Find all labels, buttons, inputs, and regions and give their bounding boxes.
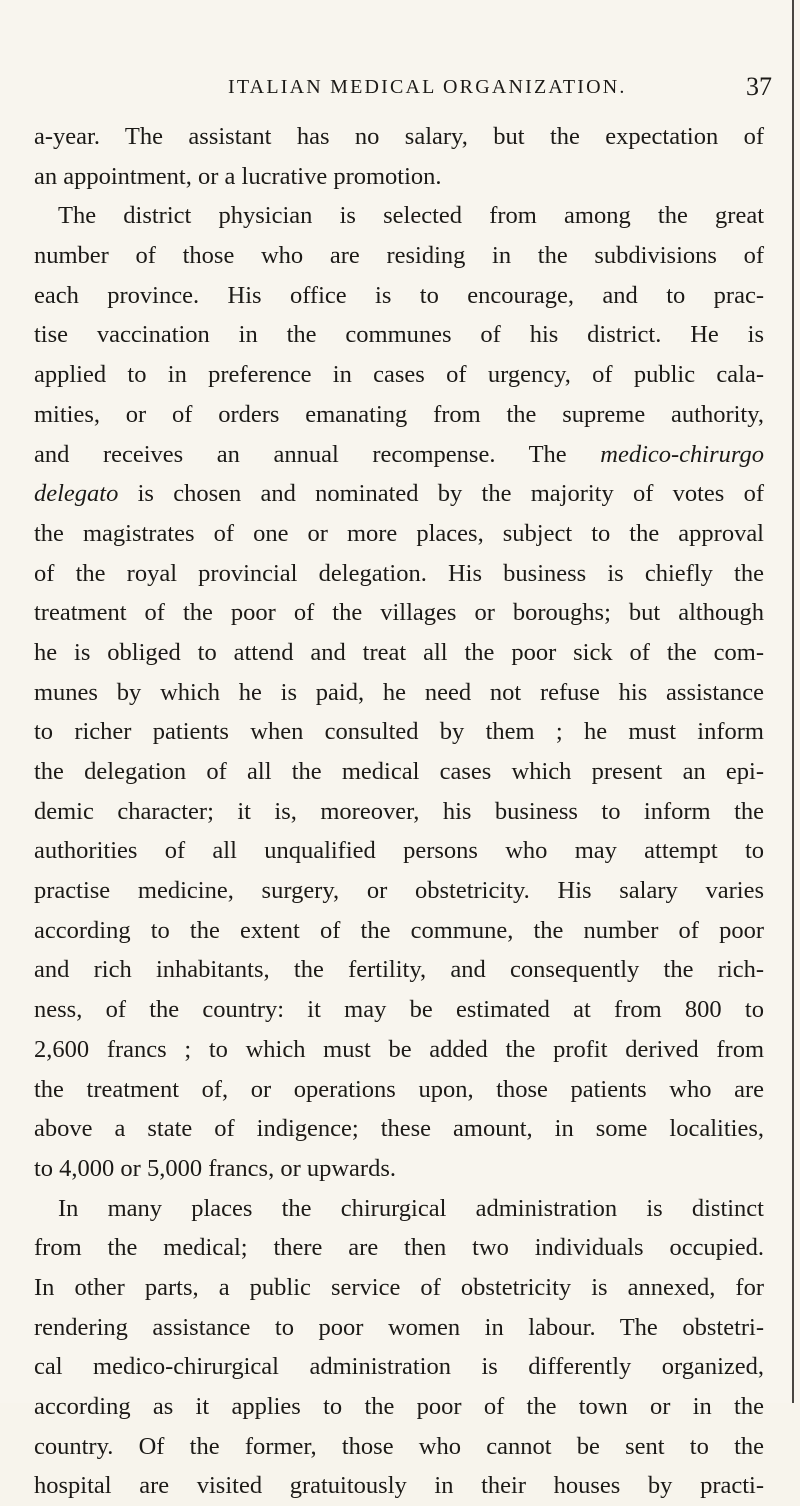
text-line: rendering assistance to poor women in labour. The obstetri- xyxy=(34,1313,764,1341)
text-line: to 4,000 or 5,000 francs, or upwards. xyxy=(34,1154,396,1182)
text-line: demic character; it is, moreover, his business to inform the xyxy=(34,797,764,825)
text-line: hospital are visited gratuitously in their houses by practi- xyxy=(34,1472,764,1500)
text-line: an appointment, or a lucrative promotion. xyxy=(34,162,442,190)
text-line: the magistrates of one or more places, subject to the approval xyxy=(34,519,764,547)
italic-term: delegato xyxy=(34,480,119,508)
text-line: a-year. The assistant has no salary, but the expectation of xyxy=(34,123,764,150)
text-line: country. Of the former, those who cannot be sent to the xyxy=(34,1432,764,1460)
running-title: ITALIAN MEDICAL ORGANIZATION. xyxy=(228,76,627,98)
text-line: In many places the chirurgical administration is distinct xyxy=(58,1194,764,1222)
text-line: ness, of the country: it may be estimated at from 800 to xyxy=(34,996,764,1024)
text-line: treatment of the poor of the villages or boroughs; but although xyxy=(34,599,764,627)
text-line: tise vaccination in the communes of his district. He is xyxy=(34,321,764,349)
text-line: number of those who are residing in the subdivisions of xyxy=(34,242,764,270)
text-line: to richer patients when consulted by them ; he must inform xyxy=(34,718,764,746)
body-text xyxy=(34,117,764,1506)
italic-term: medico-chirurgo xyxy=(600,440,764,468)
text-line: munes by which he is paid, he need not refuse his assistance xyxy=(34,678,764,706)
text-line: In other parts, a public service of obstetricity is annexed, for xyxy=(34,1273,764,1301)
text-segment: is chosen and nominated by the majority of votes of xyxy=(137,480,764,508)
text-line xyxy=(34,474,764,514)
text-line: the delegation of all the medical cases which present an epi- xyxy=(34,758,764,785)
text-line: above a state of indigence; these amount, in some localities, xyxy=(34,1115,764,1143)
running-head xyxy=(0,64,800,104)
text-segment: and receives an annual recompense. The xyxy=(34,440,567,468)
text-line: 2,600 francs ; to which must be added the profit derived from xyxy=(34,1035,764,1063)
text-line: The district physician is selected from among the great xyxy=(58,202,764,230)
page-number: 37 xyxy=(746,72,772,101)
text-line: cal medico-chirurgical administration is differently organized, xyxy=(34,1353,764,1381)
text-line: applied to in preference in cases of urgency, of public cala- xyxy=(34,361,764,389)
text-line: he is obliged to attend and treat all the poor sick of the com- xyxy=(34,638,764,666)
text-line: practise medicine, surgery, or obstetricity. His salary varies xyxy=(34,877,764,905)
text-line xyxy=(34,435,764,475)
text-line: and rich inhabitants, the fertility, and consequently the rich- xyxy=(34,956,764,984)
text-line: each province. His office is to encourage, and to prac- xyxy=(34,281,764,309)
page-edge-line xyxy=(792,0,794,1403)
text-line: mities, or of orders emanating from the supreme authority, xyxy=(34,400,764,428)
text-line: from the medical; there are then two individuals occupied. xyxy=(34,1234,764,1262)
text-line: according to the extent of the commune, the number of poor xyxy=(34,916,764,944)
text-line: authorities of all unqualified persons who may attempt to xyxy=(34,837,764,865)
text-line: of the royal provincial delegation. His business is chiefly the xyxy=(34,559,764,587)
text-line: according as it applies to the poor of the town or in the xyxy=(34,1393,764,1420)
text-line: the treatment of, or operations upon, those patients who are xyxy=(34,1075,764,1103)
